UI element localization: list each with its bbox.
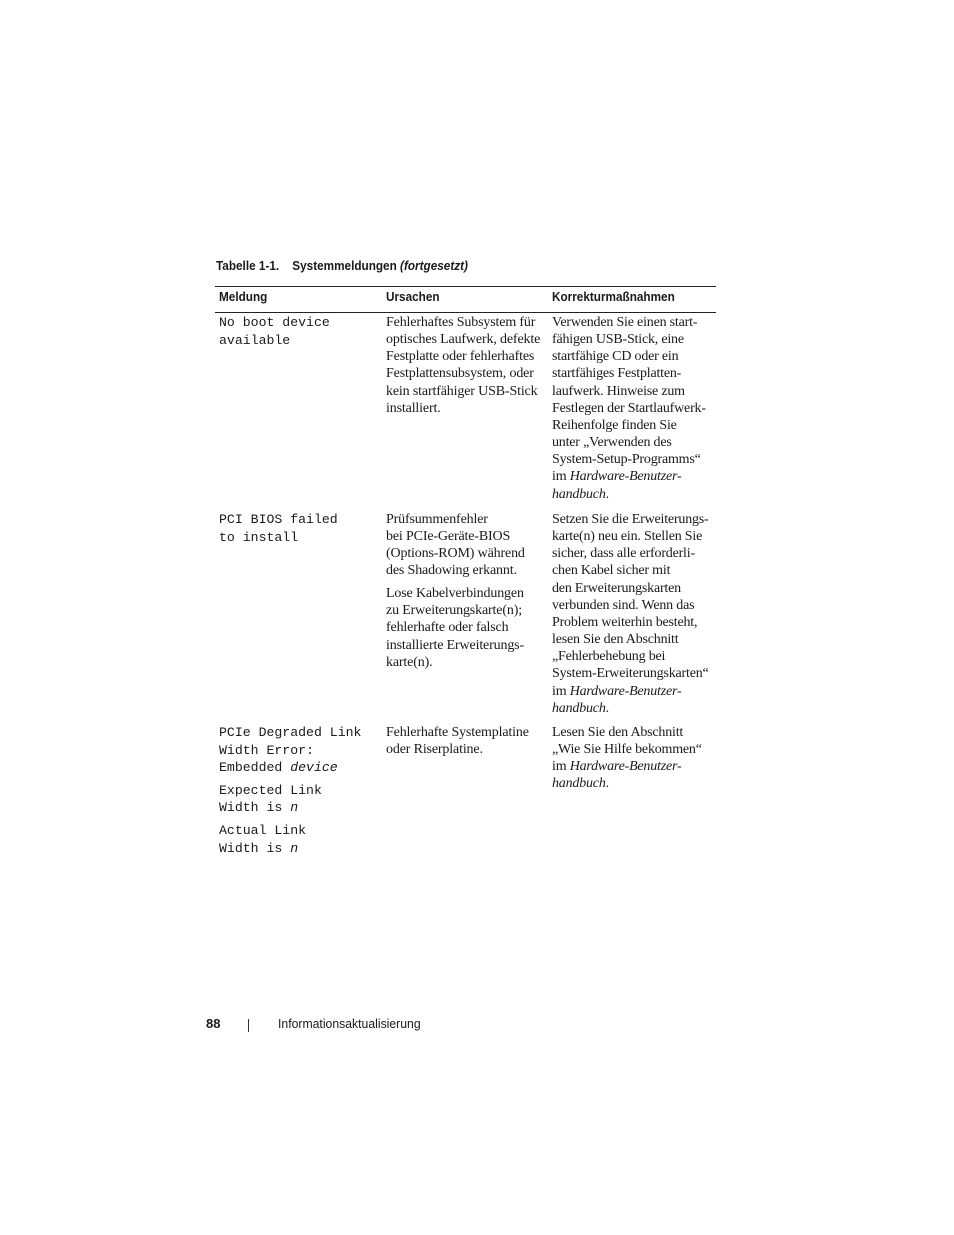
manual-reference: im Hardware-Benutzer- <box>552 683 682 699</box>
row1-meldung: No boot device available <box>219 315 330 348</box>
row3-ursachen: Fehlerhafte Systemplatine oder Riserplatine. <box>386 725 529 758</box>
footer-separator <box>248 1019 249 1032</box>
column-header-korrektur: Korrekturmaßnahmen <box>552 290 675 304</box>
row2-korrektur: Setzen Sie die Erweiterungs- karte(n) neu ein. Stellen Sie sicher, dass alle erforderli- chen Kabel sicher mit den Erweiterungskarten verbunden sind. Wenn das Problem weiterhin besteht, lesen Sie den Abschnitt „Fehlerbehebung bei System-Erweiterungskarten“ im Hardware-Benutzer- handbuch. <box>552 512 709 716</box>
row1-ursachen: Fehlerhaftes Subsystem für optisches Laufwerk, defekte Festplatte oder fehlerhaftes Festplattensubsystem, oder kein startfähiger USB-Stick installiert. <box>386 315 541 416</box>
table-header-rule <box>215 312 716 313</box>
manual-reference: im Hardware-Benutzer- <box>552 469 682 485</box>
column-header-ursachen: Ursachen <box>386 290 440 304</box>
table-top-rule <box>215 286 716 287</box>
row3-korrektur: Lesen Sie den Abschnitt „Wie Sie Hilfe bekommen“ im Hardware-Benutzer- handbuch. <box>552 725 702 792</box>
row1-korrektur: Verwenden Sie einen start- fähigen USB-Stick, eine startfähige CD oder ein startfähiges Festplatten- laufwerk. Hinweise zum Festlegen der Startlaufwerk- Reihenfolge finden Sie unter „Verwenden des System-Setup-Programms“ im Hardware-Benutzer- handbuch. <box>552 315 706 502</box>
table-number: Tabelle 1-1. <box>216 259 280 273</box>
page-number: 88 <box>206 1016 221 1031</box>
column-header-meldung: Meldung <box>219 290 268 304</box>
row2-meldung: PCI BIOS failed to install <box>219 512 338 545</box>
footer-section-title: Informationsaktualisierung <box>278 1016 421 1031</box>
manual-reference: im Hardware-Benutzer- <box>552 759 682 775</box>
table-title-suffix: (fortgesetzt) <box>400 259 468 273</box>
table-caption <box>216 259 468 273</box>
row2-ursachen: Prüfsummenfehler bei PCIe-Geräte-BIOS (Options-ROM) während des Shadowing erkannt. Lose Kabelverbindungen zu Erweiterungskarte(n); fehlerhafte oder falsch installierte Erweiterungs- karte(n). <box>386 512 525 670</box>
row3-meldung: PCIe Degraded Link Width Error: Embedded device Expected Link Width is n Actual Link Width is n <box>219 725 362 856</box>
table-title: Systemmeldungen <box>292 259 397 273</box>
